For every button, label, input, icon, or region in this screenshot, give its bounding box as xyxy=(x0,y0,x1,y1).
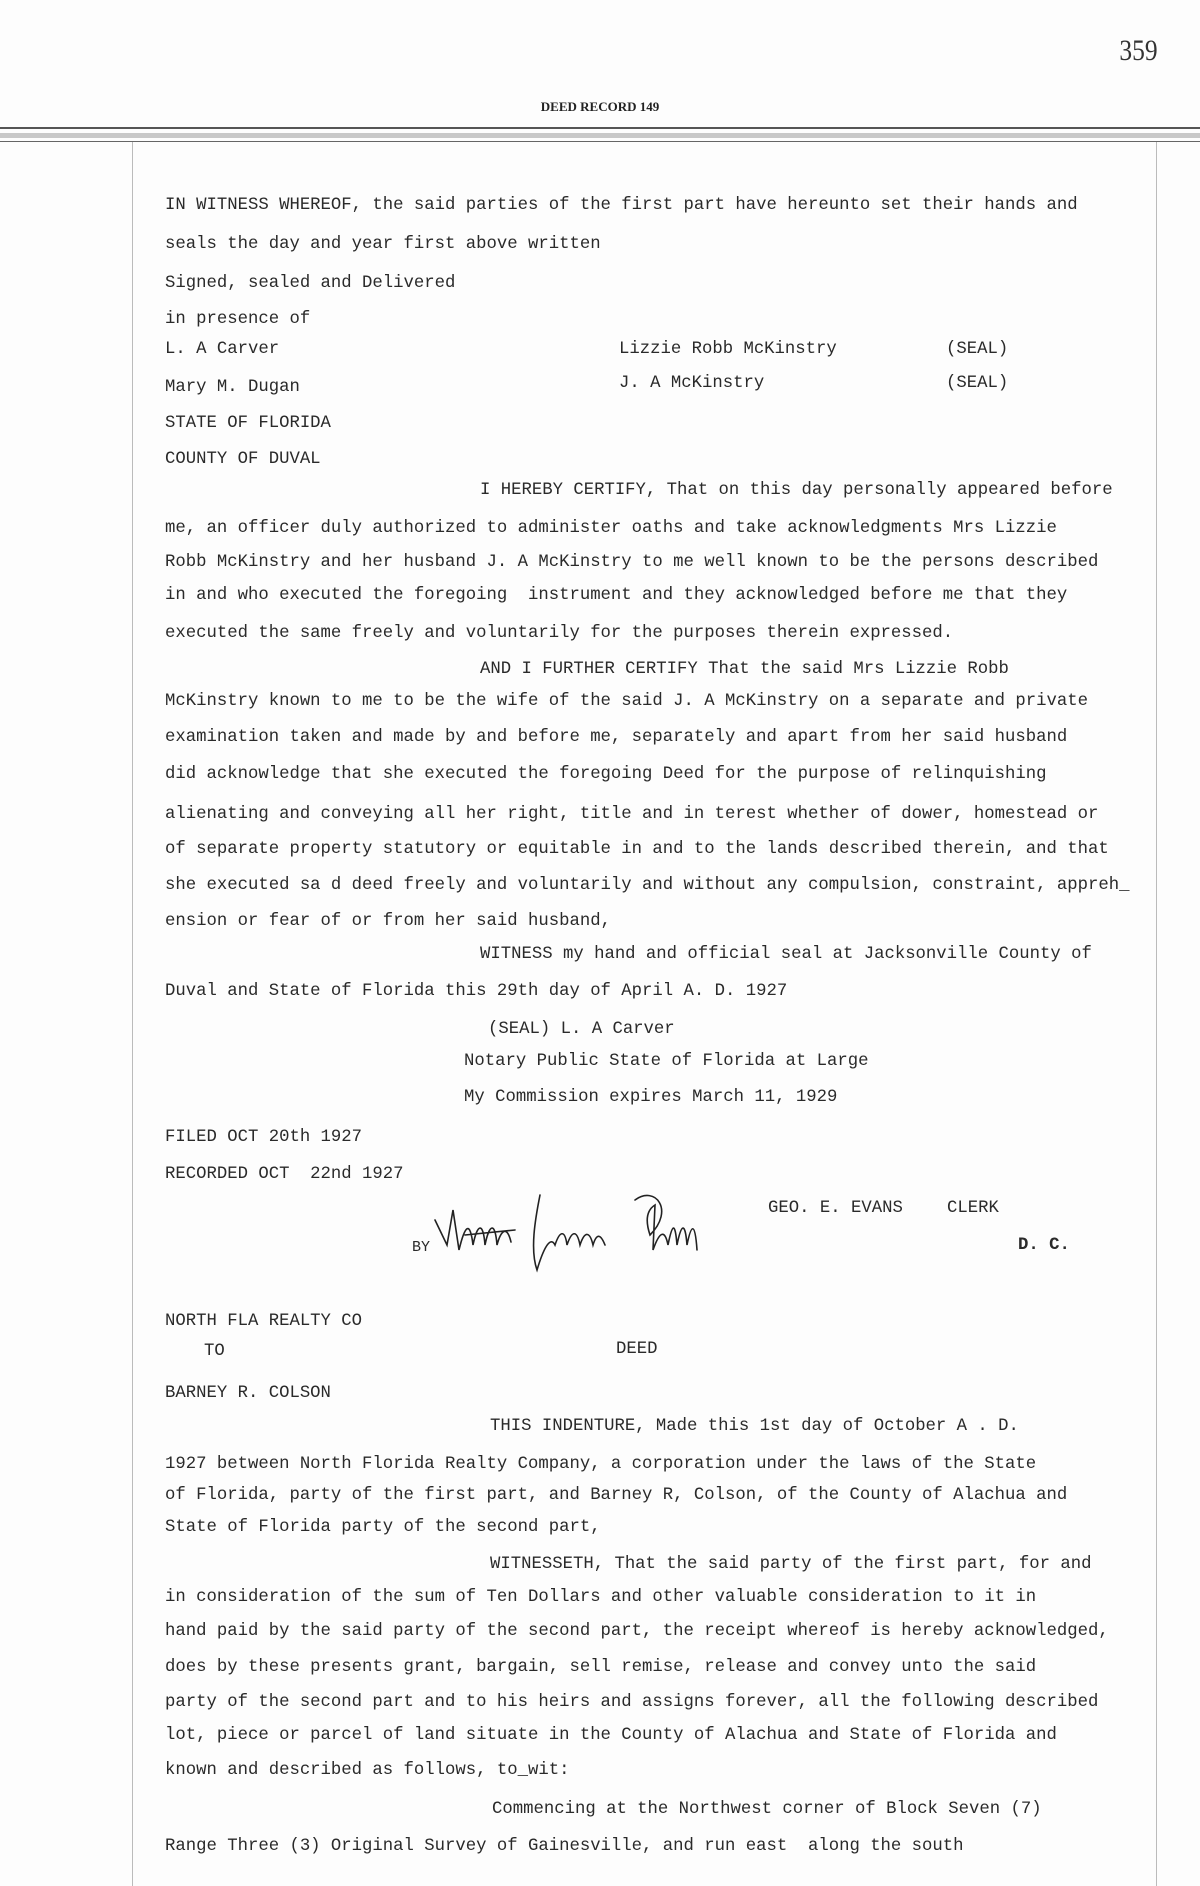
text-line: I HEREBY CERTIFY, That on this day personally appeared before xyxy=(480,481,1113,500)
page-header: DEED RECORD 149 xyxy=(540,99,660,114)
signatory-name: J. A McKinstry xyxy=(619,374,765,393)
text-line: alienating and conveying all her right, title and in terest whether of dower, homestead or xyxy=(165,805,1099,824)
text-line: of Florida, party of the first part, and Barney R, Colson, of the County of Alachua and xyxy=(165,1486,1068,1505)
text-line: does by these presents grant, bargain, sell remise, release and convey unto the said xyxy=(165,1658,1037,1677)
text-line: did acknowledge that she executed the foregoing Deed for the purpose of relinquishing xyxy=(165,765,1047,784)
clerk-name: GEO. E. EVANS xyxy=(768,1199,903,1218)
text-line: examination taken and made by and before me, separately and apart from her said husband xyxy=(165,728,1068,747)
right-margin-line xyxy=(1156,142,1157,1886)
deputy-clerk-label: D. C. xyxy=(1018,1236,1070,1255)
header-rule-top xyxy=(0,127,1200,129)
text-line: Robb McKinstry and her husband J. A McKinstry to me well known to be the persons described xyxy=(165,553,1099,572)
seal-label: (SEAL) xyxy=(946,374,1009,393)
text-line: executed the same freely and voluntarily for the purposes therein expressed. xyxy=(165,624,954,643)
notary-seal-line: (SEAL) L. A Carver xyxy=(488,1020,675,1039)
text-line: WITNESSETH, That the said party of the first part, for and xyxy=(490,1555,1092,1574)
clerk-title: CLERK xyxy=(947,1199,999,1218)
grantor-name: NORTH FLA REALTY CO xyxy=(165,1312,363,1331)
clerk-signature xyxy=(425,1190,765,1280)
page-number: 359 xyxy=(1119,34,1158,67)
text-line: THIS INDENTURE, Made this 1st day of October A . D. xyxy=(490,1417,1019,1436)
grantee-name: BARNEY R. COLSON xyxy=(165,1384,331,1403)
to-label: TO xyxy=(204,1342,225,1361)
recorded-date: RECORDED OCT 22nd 1927 xyxy=(165,1165,404,1184)
filed-date: FILED OCT 20th 1927 xyxy=(165,1128,363,1147)
text-line: COUNTY OF DUVAL xyxy=(165,450,321,469)
text-line: known and described as follows, to_wit: xyxy=(165,1761,570,1780)
text-line: in and who executed the foregoing instrument and they acknowledged before me that they xyxy=(165,586,1068,605)
text-line: ension or fear of or from her said husband, xyxy=(165,912,611,931)
text-line: Duval and State of Florida this 29th day of April A. D. 1927 xyxy=(165,982,788,1001)
text-line: State of Florida party of the second part, xyxy=(165,1518,601,1537)
text-line: lot, piece or parcel of land situate in the County of Alachua and State of Florida and xyxy=(165,1726,1057,1745)
signatory-name: Lizzie Robb McKinstry xyxy=(619,340,837,359)
text-line: party of the second part and to his heirs and assigns forever, all the following described xyxy=(165,1693,1099,1712)
text-line: WITNESS my hand and official seal at Jacksonville County of xyxy=(480,945,1092,964)
text-line: in presence of xyxy=(165,310,311,329)
text-line: IN WITNESS WHEREOF, the said parties of the first part have hereunto set their hands and xyxy=(165,196,1078,215)
text-line: in consideration of the sum of Ten Dollars and other valuable consideration to it in xyxy=(165,1588,1037,1607)
left-margin-line xyxy=(132,142,133,1886)
text-line: 1927 between North Florida Realty Company, a corporation under the laws of the State xyxy=(165,1455,1037,1474)
text-line: AND I FURTHER CERTIFY That the said Mrs Lizzie Robb xyxy=(480,660,1009,679)
text-line: McKinstry known to me to be the wife of the said J. A McKinstry on a separate and private xyxy=(165,692,1088,711)
text-line: Range Three (3) Original Survey of Gainesville, and run east along the south xyxy=(165,1837,964,1856)
deed-label: DEED xyxy=(616,1340,658,1359)
witness-name: L. A Carver xyxy=(165,340,280,359)
text-line: hand paid by the said party of the second part, the receipt whereof is hereby acknowledged, xyxy=(165,1622,1109,1641)
seal-label: (SEAL) xyxy=(946,340,1009,359)
witness-name: Mary M. Dugan xyxy=(165,378,300,397)
text-line: Signed, sealed and Delivered xyxy=(165,274,456,293)
text-line: seals the day and year first above written xyxy=(165,235,601,254)
text-line: she executed sa d deed freely and voluntarily and without any compulsion, constraint, appreh_ xyxy=(165,876,1130,895)
text-line: of separate property statutory or equitable in and to the lands described therein, and that xyxy=(165,840,1109,859)
header-rule-middle xyxy=(0,133,1200,138)
text-line: STATE OF FLORIDA xyxy=(165,414,331,433)
notary-title: Notary Public State of Florida at Large xyxy=(464,1052,869,1071)
commission-expiry: My Commission expires March 11, 1929 xyxy=(464,1088,838,1107)
text-line: Commencing at the Northwest corner of Block Seven (7) xyxy=(492,1800,1042,1819)
by-label: BY xyxy=(412,1239,431,1256)
text-line: me, an officer duly authorized to administer oaths and take acknowledgments Mrs Lizzie xyxy=(165,519,1057,538)
header-rule-bottom xyxy=(0,141,1200,142)
